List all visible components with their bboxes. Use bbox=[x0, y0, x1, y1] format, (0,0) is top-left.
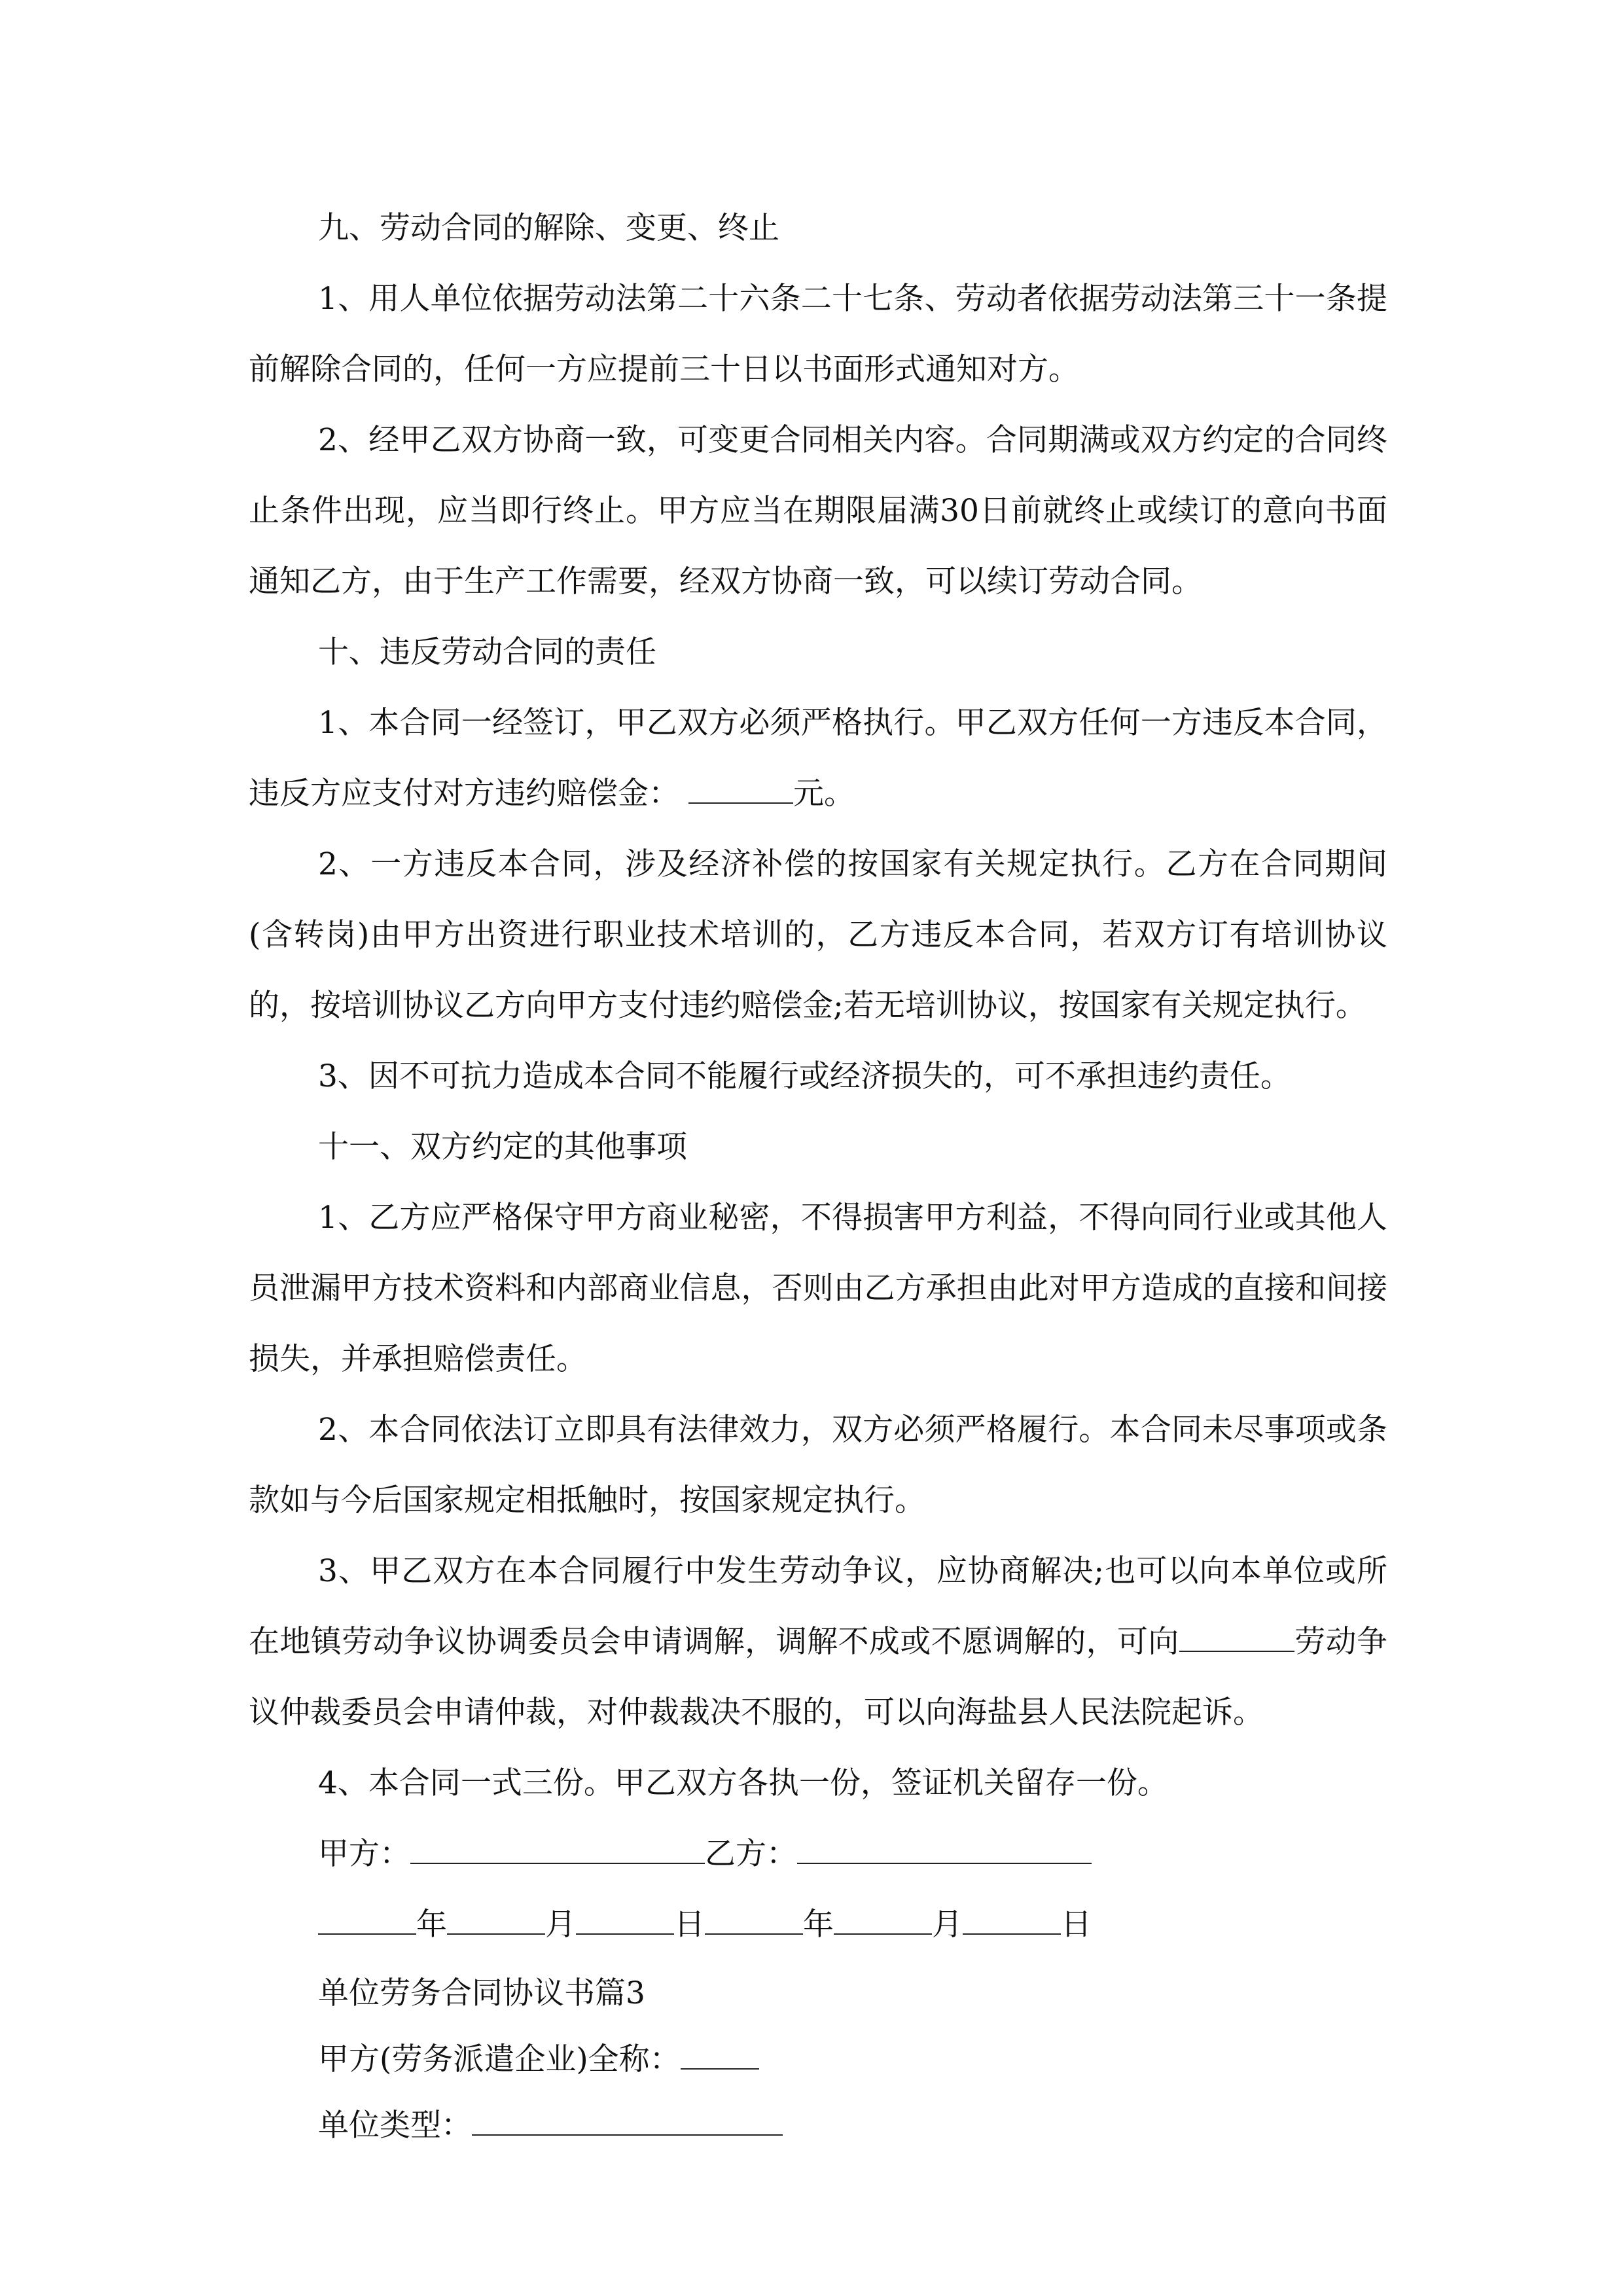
unit-type-label: 单位类型： bbox=[318, 2108, 472, 2144]
dispatch-company-fullname-line bbox=[249, 2026, 1387, 2092]
year-a-blank bbox=[318, 1907, 416, 1935]
month-b-label: 月 bbox=[932, 1907, 963, 1943]
day-b-label: 日 bbox=[1061, 1907, 1092, 1943]
section-11-paragraph-2: 2、本合同依法订立即具有法律效力，双方必须严格履行。本合同未尽事项或条款如与今后国家规定相抵触时，按国家规定执行。 bbox=[249, 1412, 1387, 1518]
penalty-amount-blank bbox=[688, 776, 793, 804]
party-a-label: 甲方： bbox=[318, 1836, 410, 1872]
arbitration-committee-blank bbox=[1179, 1624, 1294, 1652]
dispatch-company-fullname-label: 甲方(劳务派遣企业)全称： bbox=[318, 2041, 681, 2077]
date-line bbox=[249, 1890, 1387, 1960]
dispatch-company-fullname-blank bbox=[681, 2042, 759, 2070]
section-11-paragraph-3-tail: 劳动争议仲裁委员会申请仲裁，对仲裁裁决不服的，可以向海盐县人民法院起诉。 bbox=[249, 1624, 1388, 1731]
section-11-paragraph-3 bbox=[249, 1536, 1387, 1748]
section-9-paragraph-1: 1、用人单位依据劳动法第二十六条二十七条、劳动者依据劳动法第三十一条提前解除合同的，任何一方应提前三十日以书面形式通知对方。 bbox=[249, 281, 1387, 387]
party-b-signature-blank bbox=[797, 1837, 1092, 1864]
section-9-paragraph-2: 2、经甲乙双方协商一致，可变更合同相关内容。合同期满或双方约定的合同终止条件出现，应当即行终止。甲方应当在期限届满30日前就终止或续订的意向书面通知乙方，由于生产工作需要，经双方协商一致，可以续订劳动合同。 bbox=[249, 422, 1387, 600]
section-10-paragraph-3: 3、因不可抗力造成本合同不能履行或经济损失的，可不承担违约责任。 bbox=[318, 1058, 1291, 1094]
section-11-paragraph-1: 1、乙方应严格保守甲方商业秘密，不得损害甲方利益，不得向同行业或其他人员泄漏甲方技术资料和内部商业信息，否则由乙方承担由此对甲方造成的直接和间接损失，并承担赔偿责任。 bbox=[249, 1200, 1387, 1377]
signature-line bbox=[249, 1819, 1387, 1890]
section-11-paragraph-3-text: 3、甲乙双方在本合同履行中发生劳动争议，应协商解决;也可以向本单位或所在地镇劳动争议协调委员会申请调解，调解不成或不愿调解的，可向 bbox=[249, 1553, 1387, 1660]
section-10-heading: 十、违反劳动合同的责任 bbox=[318, 634, 656, 670]
day-a-blank bbox=[576, 1907, 674, 1935]
document-body bbox=[249, 193, 1387, 2159]
section-10-paragraph-1-suffix: 元。 bbox=[793, 776, 855, 812]
year-a-label: 年 bbox=[416, 1907, 447, 1943]
year-b-label: 年 bbox=[803, 1907, 834, 1943]
day-a-label: 日 bbox=[674, 1907, 705, 1943]
party-b-label: 乙方： bbox=[705, 1836, 797, 1872]
section-11-paragraph-4: 4、本合同一式三份。甲乙双方各执一份，签证机关留存一份。 bbox=[318, 1765, 1168, 1801]
section-11-heading: 十一、双方约定的其他事项 bbox=[318, 1129, 687, 1165]
month-a-blank bbox=[447, 1907, 545, 1935]
section-10-paragraph-2: 2、一方违反本合同，涉及经济补偿的按国家有关规定执行。乙方在合同期间(含转岗)由甲方出资进行职业技术培训的，乙方违反本合同，若双方订有培训协议的，按培训协议乙方向甲方支付违约赔偿金;若无培训协议，按国家有关规定执行。 bbox=[249, 846, 1387, 1024]
month-a-label: 月 bbox=[545, 1907, 576, 1943]
month-b-blank bbox=[834, 1907, 932, 1935]
party-a-signature-blank bbox=[410, 1837, 705, 1864]
day-b-blank bbox=[963, 1907, 1061, 1935]
section-10-paragraph-1 bbox=[249, 688, 1387, 829]
year-b-blank bbox=[705, 1907, 803, 1935]
unit-type-line bbox=[249, 2092, 1387, 2159]
section-9-heading: 九、劳动合同的解除、变更、终止 bbox=[318, 210, 779, 246]
section-3-title: 单位劳务合同协议书篇3 bbox=[318, 1975, 645, 2011]
unit-type-blank bbox=[472, 2108, 783, 2136]
section-10-paragraph-1-text: 1、本合同一经签订，甲乙双方必须严格执行。甲乙双方任何一方违反本合同，违反方应支付对方违约赔偿金： bbox=[249, 705, 1387, 812]
